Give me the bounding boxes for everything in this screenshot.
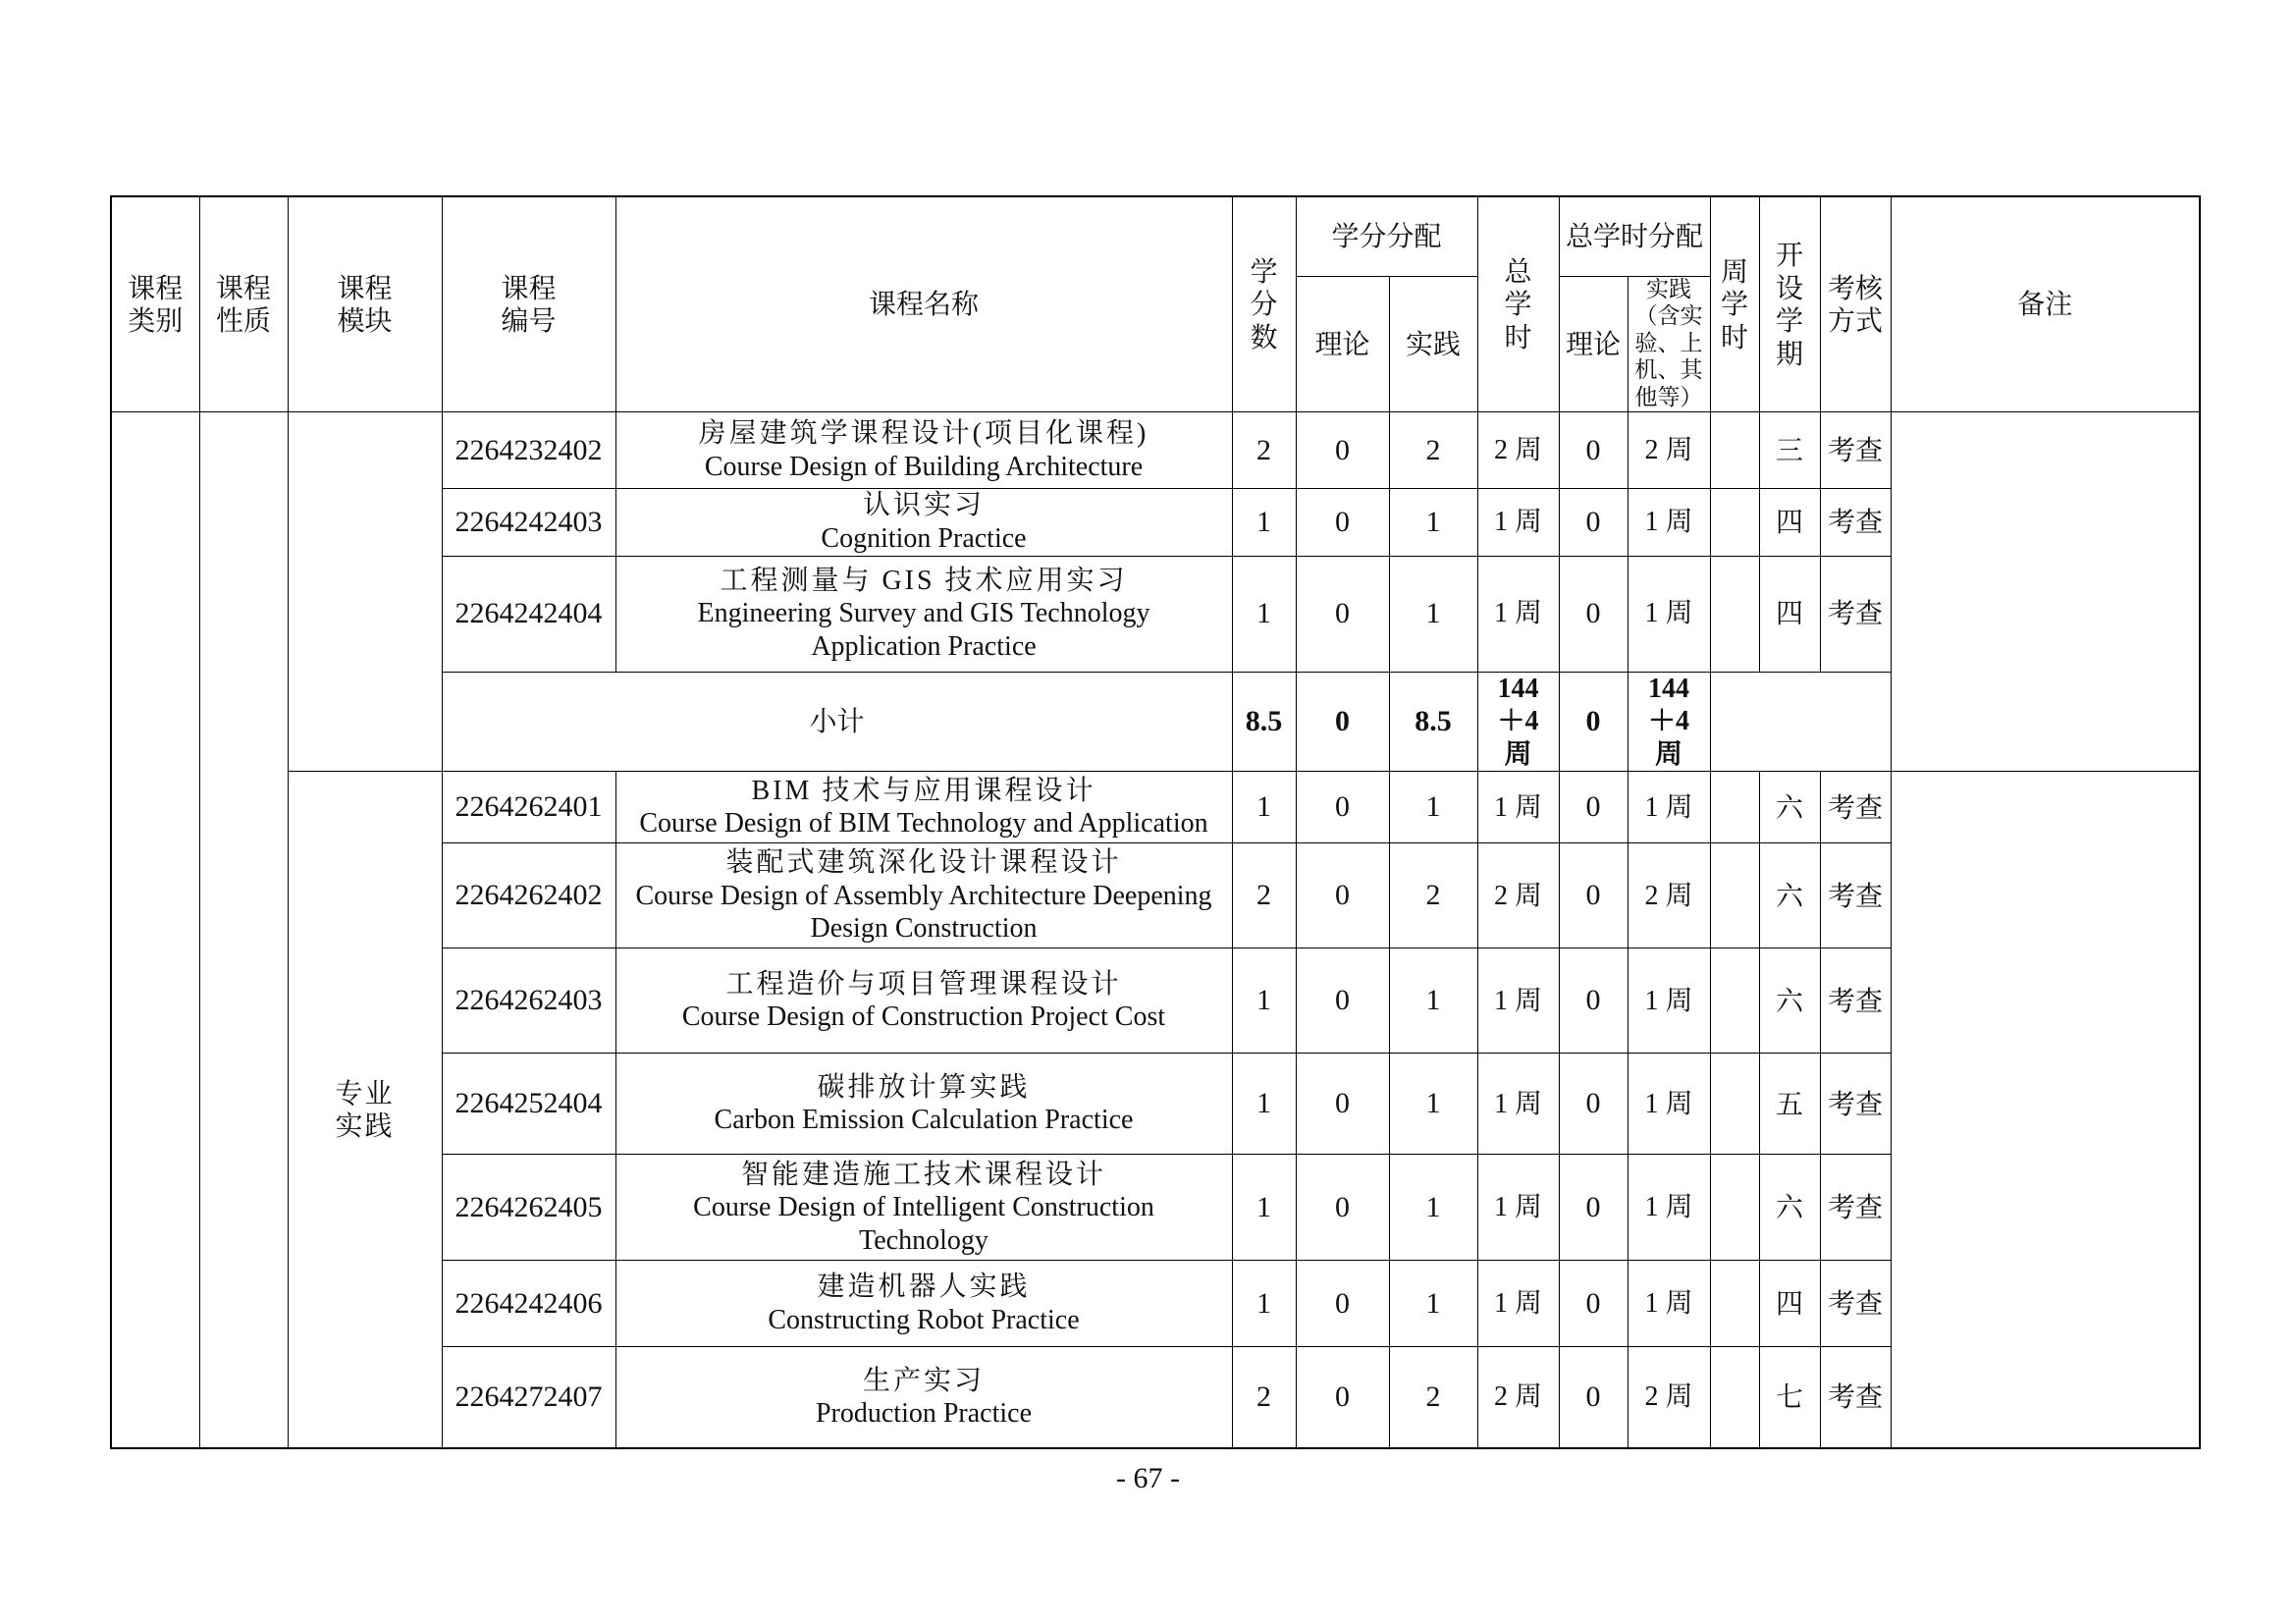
hours-practice: 2 周 <box>1628 1347 1710 1448</box>
hours-practice: 1 周 <box>1628 948 1710 1054</box>
credit-practice: 1 <box>1389 1054 1477 1155</box>
total-hours: 1 周 <box>1477 1054 1559 1155</box>
subtotal-credits: 8.5 <box>1232 672 1296 772</box>
total-hours: 2 周 <box>1477 843 1559 948</box>
term: 六 <box>1759 1155 1820 1261</box>
credit-theory: 0 <box>1296 412 1389 489</box>
header-total-hours: 总学时 <box>1477 196 1559 412</box>
course-name-cn: BIM 技术与应用课程设计 <box>751 775 1096 806</box>
hours-theory: 0 <box>1559 1054 1628 1155</box>
term: 三 <box>1759 412 1820 489</box>
hours-theory: 0 <box>1559 556 1628 672</box>
header-module: 课程模块 <box>288 196 442 412</box>
subtotal-blank <box>1710 672 1891 772</box>
weekly-hours <box>1710 1347 1759 1448</box>
credit-practice: 1 <box>1389 948 1477 1054</box>
exam-method: 考查 <box>1820 772 1891 843</box>
category-cell <box>111 412 199 1448</box>
course-name <box>615 412 1232 489</box>
credits: 1 <box>1232 948 1296 1054</box>
module-cell-2 <box>288 772 442 1448</box>
header-hours-practice: 实践（含实验、上机、其他等） <box>1628 276 1710 412</box>
course-name-cn: 装配式建筑深化设计课程设计 <box>725 847 1122 879</box>
credits: 2 <box>1232 412 1296 489</box>
total-hours: 1 周 <box>1477 948 1559 1054</box>
credits: 2 <box>1232 1347 1296 1448</box>
hours-theory: 0 <box>1559 843 1628 948</box>
hours-theory: 0 <box>1559 948 1628 1054</box>
hours-practice: 2 周 <box>1628 843 1710 948</box>
subtotal-credit-practice: 8.5 <box>1389 672 1477 772</box>
course-code: 2264262403 <box>442 948 615 1054</box>
header-weekly-hours: 周学时 <box>1710 196 1759 412</box>
hours-theory: 0 <box>1559 1261 1628 1347</box>
exam-method: 考查 <box>1820 1054 1891 1155</box>
nature-cell <box>199 412 288 1448</box>
term: 五 <box>1759 1054 1820 1155</box>
course-name-cn: 房屋建筑学课程设计(项目化课程) <box>698 418 1149 450</box>
subtotal-total-hours: 144＋4 周 <box>1477 672 1559 772</box>
header-credits: 学分数 <box>1232 196 1296 412</box>
weekly-hours <box>1710 556 1759 672</box>
header-name: 课程名称 <box>615 196 1232 412</box>
course-name-en: Course Design of Construction Project Cost <box>681 1001 1166 1033</box>
course-name-cn: 工程造价与项目管理课程设计 <box>725 968 1122 1000</box>
course-name-en: Course Design of Building Architecture <box>704 451 1144 482</box>
course-name <box>615 948 1232 1054</box>
credits: 2 <box>1232 843 1296 948</box>
hours-practice: 1 周 <box>1628 1261 1710 1347</box>
course-code: 2264232402 <box>442 412 615 489</box>
weekly-hours <box>1710 843 1759 948</box>
credit-theory: 0 <box>1296 843 1389 948</box>
course-name <box>615 1347 1232 1448</box>
weekly-hours <box>1710 948 1759 1054</box>
total-hours: 1 周 <box>1477 489 1559 556</box>
hours-practice: 1 周 <box>1628 489 1710 556</box>
credit-theory: 0 <box>1296 1155 1389 1261</box>
term: 四 <box>1759 556 1820 672</box>
header-category: 课程类别 <box>111 196 199 412</box>
course-name <box>615 489 1232 556</box>
credits: 1 <box>1232 1155 1296 1261</box>
course-name-cn: 建造机器人实践 <box>817 1272 1031 1303</box>
course-code: 2264272407 <box>442 1347 615 1448</box>
module-cell-1 <box>288 412 442 772</box>
module-label: 专业实践 <box>335 1076 395 1143</box>
exam-method: 考查 <box>1820 412 1891 489</box>
hours-practice: 1 周 <box>1628 1054 1710 1155</box>
weekly-hours <box>1710 412 1759 489</box>
page-number: - 67 - <box>1116 1462 1180 1494</box>
exam-method: 考查 <box>1820 1347 1891 1448</box>
course-name-cn: 智能建造施工技术课程设计 <box>740 1159 1106 1190</box>
credits: 1 <box>1232 772 1296 843</box>
hours-practice: 1 周 <box>1628 556 1710 672</box>
table-row <box>111 772 2200 843</box>
remarks-cell-1 <box>1891 412 2200 772</box>
credit-practice: 2 <box>1389 412 1477 489</box>
hours-practice: 2 周 <box>1628 412 1710 489</box>
total-hours: 1 周 <box>1477 1155 1559 1261</box>
course-table <box>110 195 2201 1449</box>
header-credit-theory: 理论 <box>1296 276 1389 412</box>
hours-theory: 0 <box>1559 1155 1628 1261</box>
course-name-en: Engineering Survey and GIS Technology Application Practice <box>697 598 1150 662</box>
hours-theory: 0 <box>1559 772 1628 843</box>
course-name-cn: 生产实习 <box>862 1365 985 1396</box>
credits: 1 <box>1232 1261 1296 1347</box>
course-name <box>615 1155 1232 1261</box>
credits: 1 <box>1232 556 1296 672</box>
credit-theory: 0 <box>1296 1347 1389 1448</box>
credit-theory: 0 <box>1296 1054 1389 1155</box>
term: 四 <box>1759 489 1820 556</box>
hours-theory: 0 <box>1559 1347 1628 1448</box>
header-remarks: 备注 <box>1891 196 2200 412</box>
hours-theory: 0 <box>1559 412 1628 489</box>
term: 七 <box>1759 1347 1820 1448</box>
header-code: 课程编号 <box>442 196 615 412</box>
course-code: 2264262405 <box>442 1155 615 1261</box>
weekly-hours <box>1710 1054 1759 1155</box>
course-name-en: Course Design of BIM Technology and Application <box>639 808 1208 839</box>
subtotal-label: 小计 <box>442 672 1232 772</box>
total-hours: 2 周 <box>1477 412 1559 489</box>
subtotal-hours-theory: 0 <box>1559 672 1628 772</box>
course-name <box>615 843 1232 948</box>
credit-theory: 0 <box>1296 772 1389 843</box>
course-name-cn: 碳排放计算实践 <box>817 1071 1031 1103</box>
term: 六 <box>1759 843 1820 948</box>
exam-method: 考查 <box>1820 843 1891 948</box>
exam-method: 考查 <box>1820 948 1891 1054</box>
total-hours: 1 周 <box>1477 1261 1559 1347</box>
term: 六 <box>1759 948 1820 1054</box>
subtotal-hours-practice: 144＋4 周 <box>1628 672 1710 772</box>
exam-method: 考查 <box>1820 489 1891 556</box>
course-name <box>615 1261 1232 1347</box>
header-exam: 考核方式 <box>1820 196 1891 412</box>
term: 六 <box>1759 772 1820 843</box>
credit-practice: 2 <box>1389 843 1477 948</box>
header-credit-practice: 实践 <box>1389 276 1477 412</box>
credits: 1 <box>1232 1054 1296 1155</box>
table-row <box>111 412 2200 489</box>
header-term: 开设学期 <box>1759 196 1820 412</box>
total-hours: 1 周 <box>1477 556 1559 672</box>
course-code: 2264242406 <box>442 1261 615 1347</box>
course-code: 2264242403 <box>442 489 615 556</box>
course-name-en: Course Design of Intelligent Construction Technology <box>693 1192 1154 1256</box>
course-name-cn: 工程测量与 GIS 技术应用实习 <box>720 565 1128 596</box>
weekly-hours <box>1710 1261 1759 1347</box>
hours-practice: 1 周 <box>1628 1155 1710 1261</box>
subtotal-credit-theory: 0 <box>1296 672 1389 772</box>
course-code: 2264262401 <box>442 772 615 843</box>
course-name <box>615 772 1232 843</box>
course-name-en: Constructing Robot Practice <box>768 1304 1080 1335</box>
credit-practice: 1 <box>1389 772 1477 843</box>
term: 四 <box>1759 1261 1820 1347</box>
credit-practice: 1 <box>1389 1155 1477 1261</box>
course-code: 2264252404 <box>442 1054 615 1155</box>
course-code: 2264262402 <box>442 843 615 948</box>
course-name <box>615 556 1232 672</box>
total-hours: 1 周 <box>1477 772 1559 843</box>
course-name-en: Course Design of Assembly Architecture Deepening Design Construction <box>635 880 1212 945</box>
course-code: 2264242404 <box>442 556 615 672</box>
weekly-hours <box>1710 489 1759 556</box>
credit-theory: 0 <box>1296 948 1389 1054</box>
course-name-en: Carbon Emission Calculation Practice <box>714 1105 1134 1136</box>
weekly-hours <box>1710 772 1759 843</box>
credit-practice: 2 <box>1389 1347 1477 1448</box>
course-name-en: Cognition Practice <box>821 523 1027 555</box>
credit-theory: 0 <box>1296 1261 1389 1347</box>
credit-practice: 1 <box>1389 489 1477 556</box>
header-hours-theory: 理论 <box>1559 276 1628 412</box>
hours-practice: 1 周 <box>1628 772 1710 843</box>
exam-method: 考查 <box>1820 1155 1891 1261</box>
exam-method: 考查 <box>1820 1261 1891 1347</box>
course-name-en: Production Practice <box>815 1398 1033 1430</box>
credit-practice: 1 <box>1389 556 1477 672</box>
header-hours-alloc: 总学时分配 <box>1559 196 1710 276</box>
course-name <box>615 1054 1232 1155</box>
credits: 1 <box>1232 489 1296 556</box>
credit-theory: 0 <box>1296 556 1389 672</box>
course-name-cn: 认识实习 <box>862 490 985 521</box>
remarks-cell-2 <box>1891 772 2200 1448</box>
hours-theory: 0 <box>1559 489 1628 556</box>
total-hours: 2 周 <box>1477 1347 1559 1448</box>
header-nature: 课程性质 <box>199 196 288 412</box>
exam-method: 考查 <box>1820 556 1891 672</box>
weekly-hours <box>1710 1155 1759 1261</box>
credit-practice: 1 <box>1389 1261 1477 1347</box>
header-credit-alloc: 学分分配 <box>1296 196 1477 276</box>
credit-theory: 0 <box>1296 489 1389 556</box>
